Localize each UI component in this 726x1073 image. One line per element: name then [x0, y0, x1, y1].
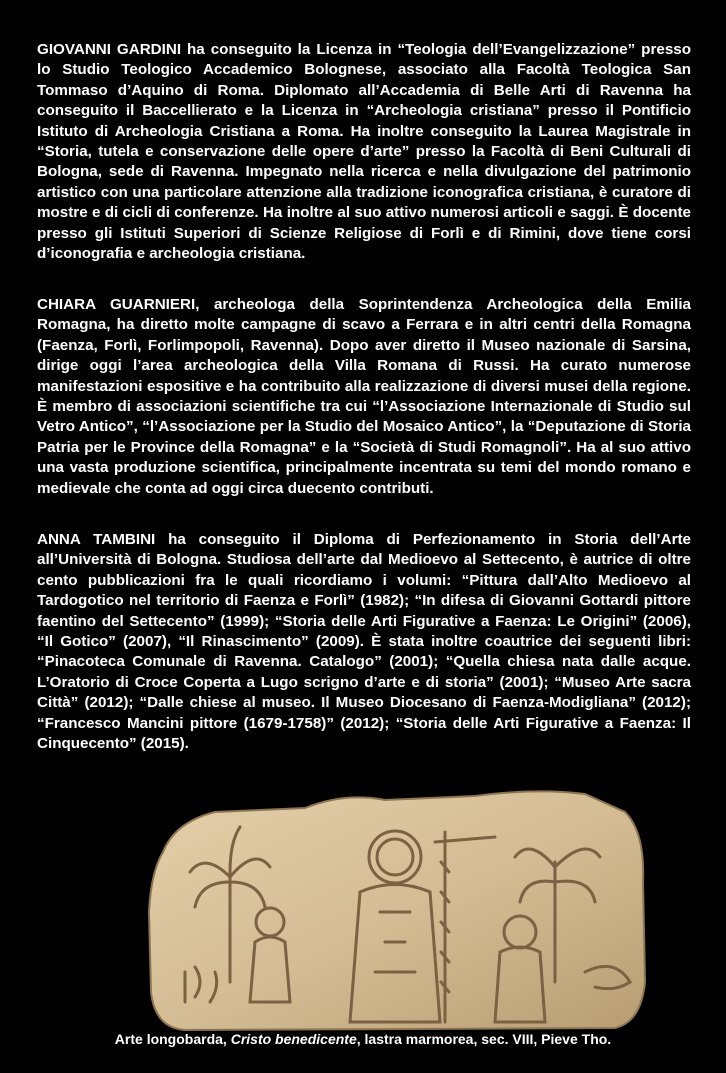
- bio-text: ha conseguito la Licenza in “Teologia dell’Evangelizzazione” presso lo Studio Teologico Accademico Bolognese, associato alla Facoltà Teologica San Tommaso d’Aquino di Roma. Diplomato all’Accademia di Belle Arti di Ravenna ha conseguito il Baccellierato e la Licenza in “Archeologia cristiana” presso il Pontificio Istituto di Archeologia Cristiana a Roma. Ha inoltre conseguito la Laurea Magistrale in “Storia, tutela e conservazione delle opere d’arte” presso la Facoltà di Beni Culturali di Bologna, sede di Ravenna. Impegnato nella ricerca e nella divulgazione del patrimonio artistico con una particolare attenzione alla tradizione iconografica cristiana, è curatore di mostre e di cicli di conferenze. Ha inoltre al suo attivo numerosi articoli e saggi. È docente presso gli Istituti Superiori di Scienze Religiose di Forlì e di Rimini, dove tiene corsi d’iconografia e archeologia cristiana.: [37, 41, 691, 263]
- bio-name: GIOVANNI GARDINI: [37, 41, 182, 58]
- caption-title: Cristo benedicente: [230, 1031, 357, 1047]
- bio-text: ha conseguito il Diploma di Perfezionamento in Storia dell’Arte all’Università di Bologna. Studiosa dell’arte dal Medioevo al Settecento, è autrice di oltre cento pubblicazioni fra le quali ricordiamo i volumi: “Pittura dall’Alto Medioevo al Tardogotico nel territorio di Faenza e Forlì” (1982); “In difesa di Giovanni Gottardi pittore faentino del Settecento” (1999); “Storia delle Arti Figurative a Faenza: Le Origini” (2006), “Il Gotico” (2007), “Il Rinascimento” (2009). È stata inoltre coautrice dei seguenti libri: “Pinacoteca Comunale di Ravenna. Catalogo” (2001); “Quella chiesa nata dalle acque. L’Oratorio di Croce Coperta a Lugo scrigno d’arte e di storia” (2001); “Museo Arte sacra Città” (2012); “Dalle chiese al museo. Il Museo Diocesano di Faenza-Modigliana” (2012); “Francesco Mancini pittore (1679-1758)” (2012); “Storia delle Arti Figurative a Faenza: Il Cinquecento” (2015).: [37, 531, 691, 753]
- image-caption: [0, 1030, 726, 1048]
- bio-name: CHIARA GUARNIERI: [37, 296, 196, 313]
- bio-chiara-guarnieri: [37, 295, 691, 499]
- caption-text: Arte longobarda,: [114, 1031, 231, 1047]
- marble-relief-image: [145, 782, 650, 1032]
- bio-name: ANNA TAMBINI: [37, 531, 156, 548]
- bio-anna-tambini: [37, 530, 691, 754]
- relief-illustration: [145, 782, 650, 1032]
- bio-text: , archeologa della Soprintendenza Archeologica della Emilia Romagna, ha diretto molte campagne di scavo a Ferrara e in altri centri della Romagna (Faenza, Forlì, Forlimpopoli, Ravenna). Dopo aver diretto il Museo nazionale di Sarsina, dirige oggi l’area archeologica della Villa Romana di Russi. Ha curato numerose manifestazioni espositive e ha contribuito alla realizzazione di diversi musei della regione. È membro di associazioni scientifiche tra cui “l’Associazione Internazionale di Studio sul Vetro Antico”, “l’Associazione per la Studio del Mosaico Antico”, la “Deputazione di Storia Patria per le Province della Romagna” e la “Società di Studi Romagnoli”. Ha al suo attivo una vasta produzione scientifica, principalmente incentrata su temi del mondo romano e medievale che conta ad oggi circa duecento contributi.: [37, 296, 691, 497]
- bio-giovanni-gardini: [37, 40, 691, 264]
- caption-details: , lastra marmorea, sec. VIII, Pieve Tho.: [356, 1031, 612, 1047]
